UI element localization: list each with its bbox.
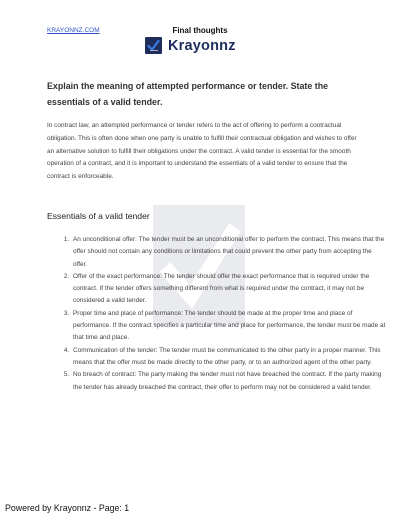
header-title: Final thoughts — [172, 26, 228, 35]
intro-paragraph: In contract law, an attempted performance or tender refers to the act of offering to perform a contractual obligation. This is often done when one party is unable to fulfill their contractual obligation and wishes to offer an alternative solution to fulfill their obligations under the contract. A valid tender is essential for the smooth operation of a contract, and it is important to understand the essentials of a valid tender to ensure that the contract is enforceable. — [47, 122, 357, 181]
list-item: 3. Proper time and place of performance: The tender should be made at the proper time and place of performance. If the contract specifies a particular time and place for performance, the tender must be made at that time and place. — [71, 308, 386, 345]
krayonnz-logo-icon — [145, 37, 162, 54]
list-item: 1. An unconditional offer: The tender must be an unconditional offer to perform the contract. This means that the offer should not contain any conditions or limitations that could prevent the other party from accepting the offer. — [71, 234, 386, 271]
page-footer: Powered by Krayonnz - Page: 1 — [5, 503, 130, 513]
brand-name: Krayonnz — [168, 37, 236, 54]
site-link[interactable]: KRAYONNZ.COM — [47, 27, 100, 34]
list-item: 5. No breach of contract: The party making the tender must not have breached the contract. If the party making the tender has already breached the contract, their offer to perform may not be considered a valid tender. — [71, 369, 386, 394]
list-item: 4. Communication of the tender: The tender must be communicated to the other party in a proper manner. This means that the offer must be made directly to the other party, or to an authorized agent of the other party. — [71, 345, 386, 370]
essentials-list — [47, 234, 386, 394]
list-item: 2. Offer of the exact performance: The tender should offer the exact performance that is required under the contract. If the tender offers something different from what is required under the contract, it may not be considered a valid tender. — [71, 271, 386, 308]
question-heading: Explain the meaning of attempted performance or tender. State the essentials of a valid tender. — [47, 81, 329, 107]
section-subheading: Essentials of a valid tender — [47, 211, 150, 221]
brand-logo — [145, 37, 236, 54]
